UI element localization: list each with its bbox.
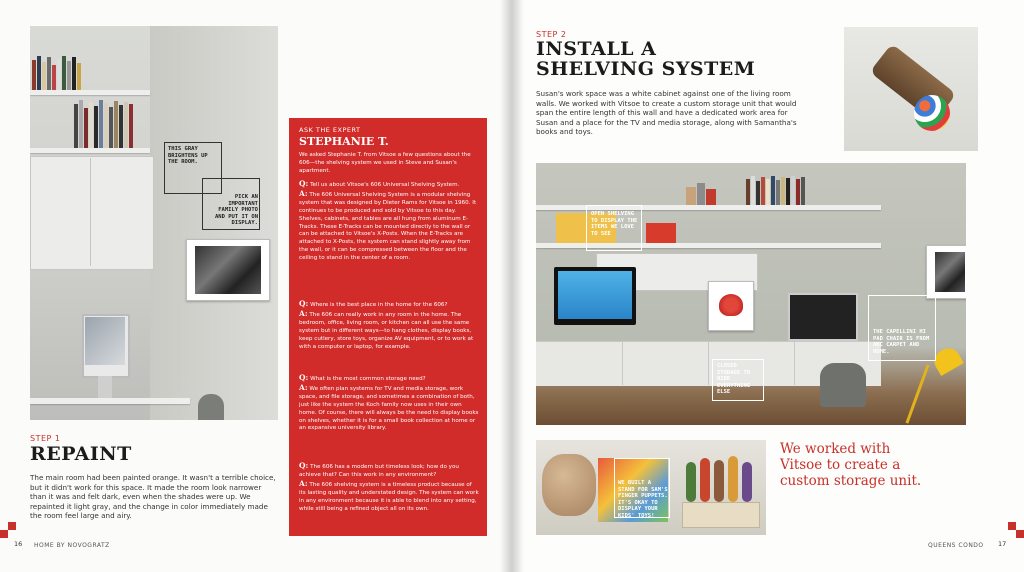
expert-kicker: ASK THE EXPERT	[299, 126, 361, 134]
step-1-label: STEP 1	[30, 434, 61, 443]
q-label: Q:	[299, 299, 309, 308]
question-text: Where is the best place in the home for the 606?	[310, 302, 448, 308]
pencil-bundle-photo	[844, 27, 978, 151]
finger-puppet-stand-photo	[536, 440, 766, 535]
puppet-stand-callout-text: WE BUILT A STAND FOR SAM'S FINGER PUPPETS. IT'S OKAY TO DISPLAY YOUR KIDS' TOYS!	[618, 480, 668, 519]
corner-mark	[1016, 530, 1024, 538]
corner-mark	[0, 530, 8, 538]
corner-mark	[8, 522, 16, 530]
qa-item	[299, 462, 479, 513]
living-room-photo	[30, 26, 278, 420]
footer-right: QUEENS CONDO	[928, 542, 984, 549]
gray-callout-text: THIS GRAY BRIGHTENS UP THE ROOM.	[168, 146, 208, 165]
answer-text: We often plan systems for TV and media storage, work space, and file storage, and sometimes a combination of both, just like the system the Koch family now uses in their own home. Of course, there will always be the need to display books on shelves, whether it is for a small book collection at home or an expansive university library.	[299, 385, 479, 432]
q-label: Q:	[299, 179, 309, 188]
step-2-label: STEP 2	[536, 30, 567, 39]
q-label: Q:	[299, 461, 309, 470]
shelving-system-photo	[536, 163, 966, 425]
question-text: What is the most common storage need?	[310, 376, 426, 382]
open-shelving-callout-text: OPEN SHELVING TO DISPLAY THE ITEMS WE LOVE TO SEE	[591, 211, 638, 237]
expert-name: STEPHANIE T.	[299, 135, 389, 148]
qa-item	[299, 374, 479, 433]
a-label: A:	[299, 308, 308, 318]
page-number-right: 17	[998, 540, 1007, 548]
install-heading-line2: SHELVING SYSTEM	[536, 58, 756, 80]
a-label: A:	[299, 478, 308, 488]
answer-text: The 606 shelving system is a timeless product because of its lasting quality and understated design. The system can work in any environment because it is able to blend into any setting, while still being a refined object all on its own.	[299, 481, 479, 512]
photo-callout-text: PICK AN IMPORTANT FAMILY PHOTO AND PUT IT ON DISPLAY.	[214, 194, 258, 226]
qa-item	[299, 180, 479, 263]
install-body: Susan's work space was a white cabinet against one of the living room walls. We worked with Vitsoe to create a custom storage unit that would span the entire length of this wall and have a dedicated work area for Susan and a place for the TV and media storage, along with Samantha's books and toys.	[536, 89, 797, 136]
page-number-left: 16	[14, 540, 23, 548]
question-text: The 606 has a modern but timeless look; how do you achieve that? Can this work in any environment?	[299, 464, 459, 478]
corner-mark	[1008, 522, 1016, 530]
a-label: A:	[299, 382, 308, 392]
pull-quote: We worked with Vitsoe to create a custom storage unit.	[780, 441, 922, 489]
install-heading-line1: INSTALL A	[536, 38, 657, 60]
a-label: A:	[299, 188, 308, 198]
ask-the-expert-panel	[289, 118, 487, 536]
qa-item	[299, 300, 479, 351]
answer-text: The 606 can really work in any room in the home. The bedroom, office, living room, or kitchen can all use the same system but in different ways—to hang clothes, display books, keep cutlery, store toys, organize AV equipment, or to work at with a computer or laptop, for example.	[299, 311, 474, 350]
q-label: Q:	[299, 373, 309, 382]
question-text: Tell us about Vitsoe's 606 Universal Shelving System.	[310, 182, 460, 188]
answer-text: The 606 Universal Shelving System is a modular shelving system that was designed by Dieter Rams for Vitsoe in 1960. It continues to be produced and sold by Vitsoe to this day. Shelves, cabinets, and tables are all hung from aluminum E-Tracks. These E-Tracks can be mounted directly to the wall or can be attached to Vitsoe's X-Posts. When the E-Tracks are attached to X-Posts, the system can stand slightly away from the wall, or it can be compressed between the floor and the ceiling to stand in the center of a room.	[299, 191, 477, 262]
repaint-heading: REPAINT	[30, 443, 132, 465]
repaint-body: The main room had been painted orange. It wasn't a terrible choice, but it didn't work for this space. It made the room look narrower than it was and felt dark, even when the shades were up. We repainted it light gray, and the change in color immediately made the room feel large and airy.	[30, 473, 276, 520]
expert-intro: We asked Stephanie T. from Vitsoe a few questions about the 606—the shelving system we used in Steve and Susan's apartment.	[299, 152, 471, 174]
chair-callout-text: THE CAPELLINI HI PAD CHAIR IS FROM ABC CARPET AND HOME.	[873, 329, 930, 355]
closed-storage-callout-text: CLOSED STORAGE TO HIDE EVERYTHING ELSE	[717, 363, 751, 395]
footer-left: HOME BY NOVOGRATZ	[34, 542, 110, 549]
